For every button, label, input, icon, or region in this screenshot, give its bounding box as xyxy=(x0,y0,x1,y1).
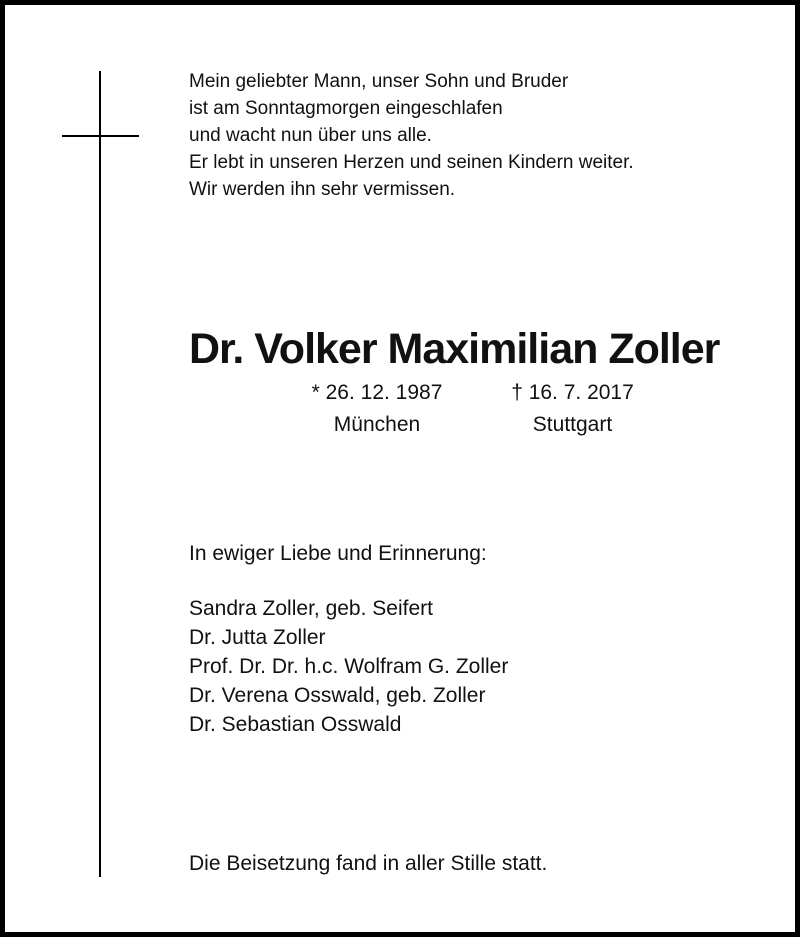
cross-horizontal-bar xyxy=(62,135,139,137)
death-date: † 16. 7. 2017 xyxy=(511,381,634,404)
poem-line: Er lebt in unseren Herzen und seinen Kindern weiter. xyxy=(189,152,634,173)
signatory: Dr. Verena Osswald, geb. Zoller xyxy=(189,684,486,707)
deceased-name: Dr. Volker Maximilian Zoller xyxy=(189,325,720,373)
birth-info xyxy=(287,377,467,441)
signatory: Dr. Sebastian Osswald xyxy=(189,713,402,736)
poem-line: ist am Sonntagmorgen eingeschlafen xyxy=(189,98,503,119)
birth-date: * 26. 12. 1987 xyxy=(311,381,443,404)
remembrance-line: In ewiger Liebe und Erinnerung: xyxy=(189,542,487,565)
poem-line: und wacht nun über uns alle. xyxy=(189,125,432,146)
poem-line: Mein geliebter Mann, unser Sohn und Bruder xyxy=(189,71,569,92)
death-place: Stuttgart xyxy=(532,413,613,436)
closing-note: Die Beisetzung fand in aller Stille statt. xyxy=(189,852,548,875)
signatory: Dr. Jutta Zoller xyxy=(189,626,326,649)
signatories-list xyxy=(189,594,508,739)
birth-place: München xyxy=(333,413,421,436)
poem-text xyxy=(189,68,634,203)
death-info xyxy=(485,377,660,441)
signatory: Sandra Zoller, geb. Seifert xyxy=(189,597,433,620)
cross-vertical-bar xyxy=(99,71,101,877)
poem-line: Wir werden ihn sehr vermissen. xyxy=(189,179,456,200)
signatory: Prof. Dr. Dr. h.c. Wolfram G. Zoller xyxy=(189,655,509,678)
